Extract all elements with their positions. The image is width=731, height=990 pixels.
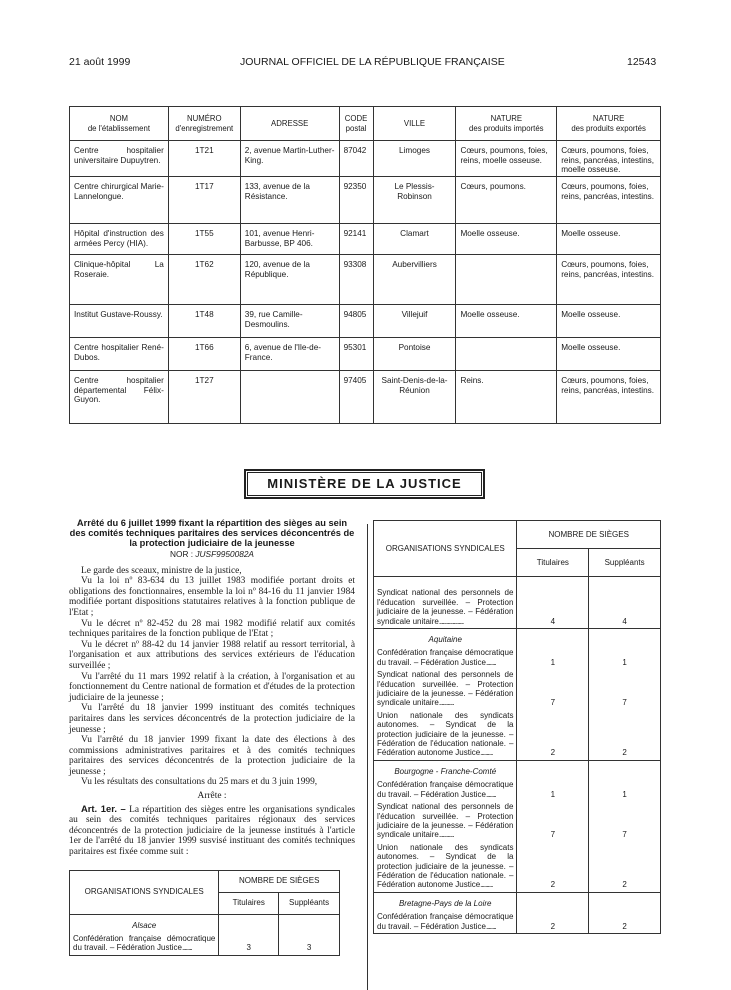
titulaires-value: 1 [517,647,589,669]
right-seats-table [373,520,661,934]
table-row [70,933,340,955]
suppleants-value: 2 [589,842,661,893]
org-name: Confédération française démocratique du travail. – Fédération Justice........ [374,779,517,801]
region-empty [589,760,661,779]
cell-imports: Reins. [456,371,557,424]
cell-nom: Hôpital d'instruction des armées Percy (HIA). [70,224,169,255]
region-empty [589,892,661,911]
seats-header-row [374,521,661,549]
cell-exports: Cœurs, poumons, foies, reins, pancréas, intestins. [557,255,661,305]
paragraph: Vu l'arrêté du 18 janvier 1999 fixant la date des élections à des commissions administratives paritaires et à des comités techniques paritaires des services déconcentrés de la protection judiciaire de la jeunesse ; [69,735,355,777]
cell-imports [456,255,557,305]
org-name: Syndicat national des personnels de l'éducation surveillée. – Protection judiciaire de la jeunesse. – Fédération syndicale unitaire............ [374,801,517,842]
cell-imports: Cœurs, poumons, foies, reins, moelle osseuse. [456,141,557,177]
cell-adresse: 133, avenue de la Résistance. [240,177,339,224]
col-header-nombre: NOMBRE DE SIÈGES [517,521,661,549]
col-header-organisations: ORGANISATIONS SYNDICALES [374,521,517,577]
region-name: Bretagne-Pays de la Loire [374,892,517,911]
col-header-suppleants: Suppléants [589,549,661,577]
cell-ville: Pontoise [373,338,456,371]
col-header-code: CODE postal [339,107,373,141]
org-name: Union nationale des syndicats autonomes. – Syndicat de la protection judiciaire de la jeunesse. – Fédération de l'éducation nationale. – Fédération autonome Justice.......... [374,710,517,761]
titulaires-value: 7 [517,801,589,842]
col-header-adresse: ADRESSE [240,107,339,141]
table-row [374,669,661,710]
cell-adresse: 2, avenue Martin-Luther-King. [240,141,339,177]
col-header-titulaires: Titulaires [517,549,589,577]
region-row [374,892,661,911]
cell-code: 97405 [339,371,373,424]
seats-header-row [70,870,340,892]
cell-exports: Cœurs, poumons, foies, reins, pancréas, intestins. [557,177,661,224]
cell-ville: Clamart [373,224,456,255]
region-empty [589,629,661,648]
cell-ville: Villejuif [373,305,456,338]
titulaires-value: 2 [517,842,589,893]
nor-label: NOR : [170,549,194,559]
nor-code: JUSF9950082A [195,549,254,559]
cell-ville: Le Plessis-Robinson [373,177,456,224]
arrete-title: Arrêté du 6 juillet 1999 fixant la répartition des sièges au sein des comités techniques paritaires des services déconcentrés de la protection judiciaire de la jeunesse [69,518,355,548]
org-name-text: Confédération française démocratique du travail. – Fédération Justice [377,648,514,667]
org-name-text: Syndicat national des personnels de l'éducation surveillée. – Protection judiciaire de la jeunesse. – Fédération syndicale unitaire [377,588,514,626]
cell-adresse: 120, avenue de la République. [240,255,339,305]
table-row [374,577,661,629]
col-header-titulaires: Titulaires [219,892,279,914]
region-empty [517,760,589,779]
suppleants-value: 3 [279,933,340,955]
paragraph: Vu l'arrêté du 11 mars 1992 relatif à la création, à l'organisation et au fonctionnement du Centre national de formation et d'études de la protection judiciaire de la jeunesse ; [69,671,355,703]
col-header-numero: NUMÉRO d'enregistrement [168,107,240,141]
table-row [70,224,661,255]
org-name: Union nationale des syndicats autonomes. – Syndicat de la protection judiciaire de la jeunesse. – Fédération de l'éducation nationale. – Fédération autonome Justice.......... [374,842,517,893]
table-header-row [70,107,661,141]
cell-nom: Centre hospitalier départemental Félix-Guyon. [70,371,169,424]
paragraph: Vu la loi nº 83-634 du 13 juillet 1983 modifiée portant droits et obligations des fonctionnaires, ensemble la loi nº 84-16 du 11 janvier 1984 modifiée portant dispositions statutaires relatives à la fonction publique de l'Etat ; [69,576,355,618]
cell-imports: Moelle osseuse. [456,305,557,338]
paragraph: Vu le décret nº 82-452 du 28 mai 1982 modifié relatif aux comités techniques paritaires de la fonction publique de l'Etat ; [69,618,355,640]
cell-numero: 1T62 [168,255,240,305]
table-row [70,371,661,424]
org-name-text: Syndicat national des personnels de l'éducation surveillée. – Protection judiciaire de la jeunesse. – Fédération syndicale unitaire [377,670,514,708]
cell-nom: Clinique-hôpital La Roseraie. [70,255,169,305]
org-name: Confédération française démocratique du travail. – Fédération Justice........ [374,647,517,669]
suppleants-value: 7 [589,669,661,710]
org-name: Confédération française démocratique du travail. – Fédération Justice........ [374,911,517,933]
titulaires-value: 7 [517,669,589,710]
cell-code: 87042 [339,141,373,177]
col-header-suppleants: Suppléants [279,892,340,914]
article-text: La répartition des sièges entre les organisations syndicales au sein des comités techniques paritaires régionaux des services déconcentrés de la protection judiciaire de la jeunesse institués à l'article 1er de l'arrêté du 18 janvier 1999 susvisé instituant des comités techniques paritaires est fixée comme suit : [69,804,355,858]
region-empty [517,892,589,911]
org-name-text: Confédération française démocratique du travail. – Fédération Justice [377,780,514,799]
cell-nom: Centre chirurgical Marie-Lannelongue. [70,177,169,224]
table-row [70,141,661,177]
org-name-text: Confédération française démocratique du travail. – Fédération Justice [73,934,216,953]
suppleants-value: 2 [589,710,661,761]
article-label: Art. 1er. – [81,802,126,814]
suppleants-value: 2 [589,911,661,933]
cell-ville: Limoges [373,141,456,177]
cell-exports: Cœurs, poumons, foies, reins, pancréas, intestins, moelle osseuse. [557,141,661,177]
cell-imports [456,338,557,371]
org-name-text: Confédération française démocratique du travail. – Fédération Justice [377,912,514,931]
cell-exports: Moelle osseuse. [557,224,661,255]
cell-code: 95301 [339,338,373,371]
nor-reference [69,549,355,560]
titulaires-value: 3 [219,933,279,955]
cell-numero: 1T21 [168,141,240,177]
cell-adresse [240,371,339,424]
region-name: Alsace [70,914,219,933]
cell-exports: Cœurs, poumons, foies, reins, pancréas, intestins. [557,371,661,424]
journal-title: JOURNAL OFFICIEL DE LA RÉPUBLIQUE FRANÇAISE [240,56,505,68]
cell-adresse: 39, rue Camille-Desmoulins. [240,305,339,338]
cell-numero: 1T27 [168,371,240,424]
cell-exports: Moelle osseuse. [557,338,661,371]
table-row [70,255,661,305]
org-name: Syndicat national des personnels de l'éducation surveillée. – Protection judiciaire de la jeunesse. – Fédération syndicale unitaire............ [374,669,517,710]
cell-adresse: 6, avenue de l'Ile-de-France. [240,338,339,371]
arrete-column [69,518,355,956]
org-name-text: Union nationale des syndicats autonomes. – Syndicat de la protection judiciaire de la jeunesse. – Fédération de l'éducation nationale. – Fédération autonome Justice [377,842,514,890]
col-header-nom: NOM de l'établissement [70,107,169,141]
org-name: Syndicat national des personnels de l'éducation surveillée. – Protection judiciaire de la jeunesse. – Fédération syndicale unitaire.................... [374,577,517,629]
region-empty [517,629,589,648]
table-row [374,779,661,801]
region-empty [219,914,279,933]
article-1 [69,804,355,858]
cell-nom: Centre hospitalier René-Dubos. [70,338,169,371]
cell-ville: Aubervilliers [373,255,456,305]
cell-adresse: 101, avenue Henri-Barbusse, BP 406. [240,224,339,255]
paragraph: Vu les résultats des consultations du 25 mars et du 3 juin 1999, [81,777,318,788]
titulaires-value: 1 [517,779,589,801]
cell-numero: 1T66 [168,338,240,371]
region-row [374,629,661,648]
suppleants-value: 7 [589,801,661,842]
establishments-table [69,106,661,424]
cell-ville: Saint-Denis-de-la-Réunion [373,371,456,424]
table-row [374,801,661,842]
page-number: 12543 [627,56,657,68]
cell-code: 94805 [339,305,373,338]
table-row [70,177,661,224]
arrete-word: Arrête : [197,791,227,802]
paragraph: Le garde des sceaux, ministre de la justice, [81,565,242,576]
org-name-text: Syndicat national des personnels de l'éducation surveillée. – Protection judiciaire de la jeunesse. – Fédération syndicale unitaire [377,802,514,840]
paragraph: Vu le décret nº 88-42 du 14 janvier 1988 relatif au ressort territorial, à l'organisation et aux attributions des services extérieurs de l'éducation surveillée ; [69,639,355,671]
suppleants-value: 4 [589,577,661,629]
region-name: Bourgogne - Franche-Comté [374,760,517,779]
ministry-title: MINISTÈRE DE LA JUSTICE [267,476,462,491]
table-row [374,647,661,669]
cell-imports: Moelle osseuse. [456,224,557,255]
cell-numero: 1T55 [168,224,240,255]
col-header-imports: NATURE des produits importés [456,107,557,141]
cell-code: 92141 [339,224,373,255]
cell-imports: Cœurs, poumons. [456,177,557,224]
table-row [374,842,661,893]
left-seats-table [69,870,340,956]
table-row [70,338,661,371]
ministry-banner [244,469,485,499]
suppleants-value: 1 [589,647,661,669]
titulaires-value: 2 [517,710,589,761]
paragraph: Vu l'arrêté du 18 janvier 1999 instituant des comités techniques paritaires dans les services déconcentrés de la protection judiciaire de la jeunesse ; [69,703,355,735]
region-name: Aquitaine [374,629,517,648]
cell-exports: Moelle osseuse. [557,305,661,338]
org-name: Confédération française démocratique du travail. – Fédération Justice........ [70,933,219,955]
page-date: 21 août 1999 [69,56,131,68]
cell-code: 92350 [339,177,373,224]
suppleants-value: 1 [589,779,661,801]
cell-code: 93308 [339,255,373,305]
region-empty [279,914,340,933]
col-header-exports: NATURE des produits exportés [557,107,661,141]
cell-nom: Centre hospitalier universitaire Dupuytren. [70,141,169,177]
region-row [70,914,340,933]
col-header-ville: VILLE [373,107,456,141]
table-row [70,305,661,338]
region-row [374,760,661,779]
column-divider [367,524,368,990]
cell-numero: 1T17 [168,177,240,224]
titulaires-value: 2 [517,911,589,933]
col-header-organisations: ORGANISATIONS SYNDICALES [70,870,219,914]
table-row [374,911,661,933]
col-header-nombre: NOMBRE DE SIÈGES [219,870,340,892]
org-name-text: Union nationale des syndicats autonomes. – Syndicat de la protection judiciaire de la jeunesse. – Fédération de l'éducation nationale. – Fédération autonome Justice [377,710,514,758]
table-row [374,710,661,761]
titulaires-value: 4 [517,577,589,629]
cell-nom: Institut Gustave-Roussy. [70,305,169,338]
cell-numero: 1T48 [168,305,240,338]
